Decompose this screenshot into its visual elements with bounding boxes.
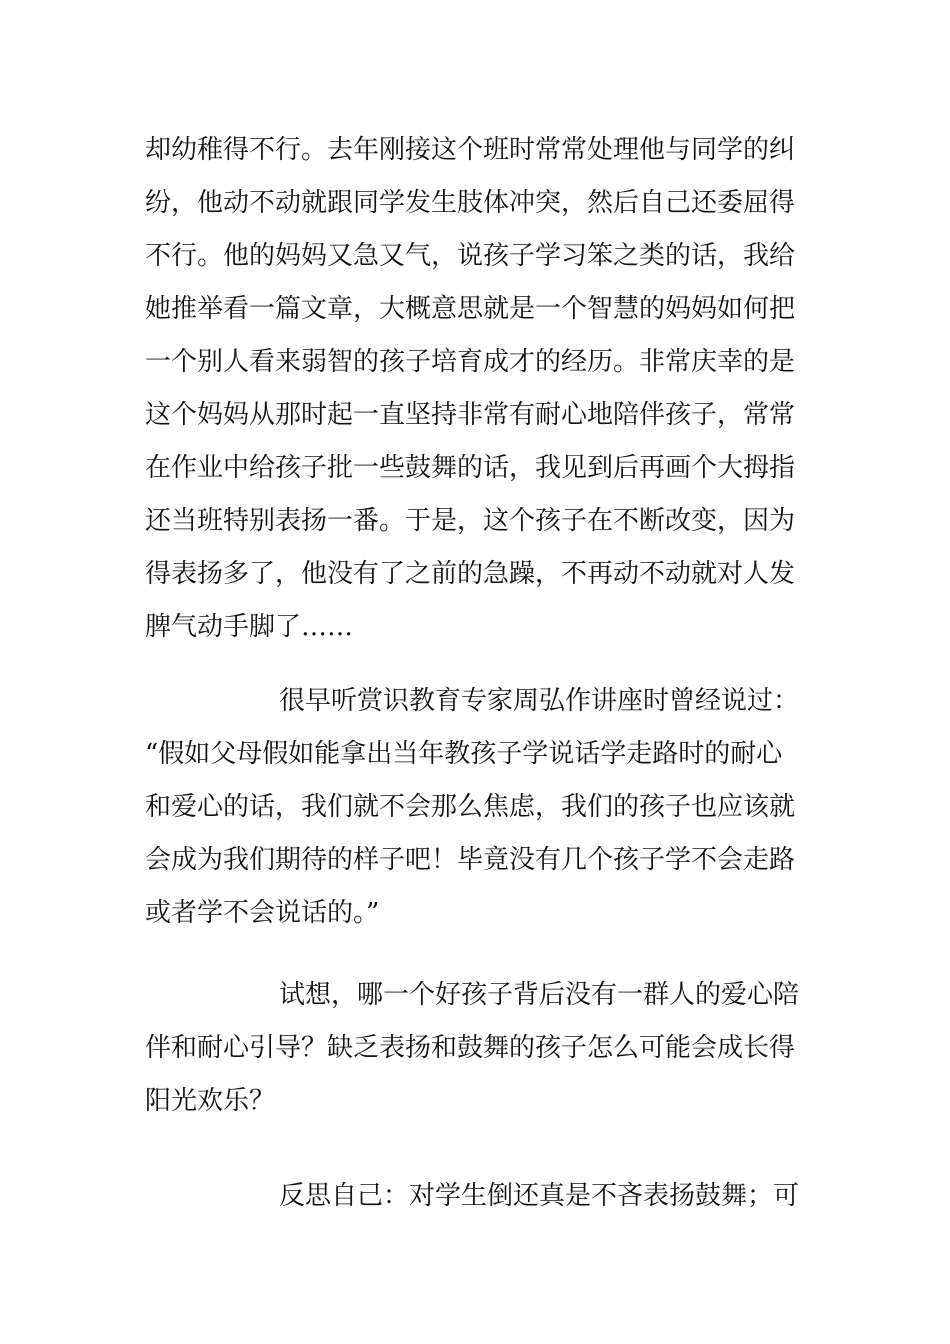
text-line: 却幼稚得不行。去年刚接这个班时常常处理他与同学的纠 bbox=[145, 135, 796, 165]
text-line: 阳光欢乐？ bbox=[145, 1086, 276, 1116]
text-line: 和爱心的话，我们就不会那么焦虑，我们的孩子也应该就 bbox=[145, 792, 796, 822]
text-line: 还当班特别表扬一番。于是，这个孩子在不断改变，因为 bbox=[145, 506, 796, 536]
text-line: 不行。他的妈妈又急又气，说孩子学习笨之类的话，我给 bbox=[145, 241, 796, 271]
text-line: 反思自己：对学生倒还真是不吝表扬鼓舞；可 bbox=[279, 1181, 800, 1211]
text-line: 会成为我们期待的样子吧！毕竟没有几个孩子学不会走路 bbox=[145, 845, 796, 875]
paragraph-4 bbox=[145, 1170, 807, 1223]
text-line: 得表扬多了，他没有了之前的急躁，不再动不动就对人发 bbox=[145, 559, 796, 589]
text-line: “假如父母假如能拿出当年教孩子学说话学走路时的耐心 bbox=[145, 739, 783, 769]
text-line: 很早听赏识教育专家周弘作讲座时曾经说过： bbox=[279, 686, 800, 716]
text-line: 在作业中给孩子批一些鼓舞的话，我见到后再画个大拇指 bbox=[145, 453, 796, 483]
text-line: 伴和耐心引导？缺乏表扬和鼓舞的孩子怎么可能会成长得 bbox=[145, 1033, 796, 1063]
text-line: 脾气动手脚了…… bbox=[145, 612, 354, 642]
text-line: 纷，他动不动就跟同学发生肢体冲突，然后自己还委屈得 bbox=[145, 188, 796, 218]
text-line: 这个妈妈从那时起一直坚持非常有耐心地陪伴孩子，常常 bbox=[145, 400, 796, 430]
paragraph-1 bbox=[145, 124, 807, 654]
text-line: 她推举看一篇文章，大概意思就是一个智慧的妈妈如何把 bbox=[145, 294, 796, 324]
text-line: 一个别人看来弱智的孩子培育成才的经历。非常庆幸的是 bbox=[145, 347, 796, 377]
text-line: 试想，哪一个好孩子背后没有一群人的爱心陪 bbox=[279, 980, 800, 1010]
paragraph-2 bbox=[145, 675, 807, 940]
text-line: 或者学不会说话的。” bbox=[145, 898, 380, 928]
paragraph-3 bbox=[145, 969, 807, 1128]
